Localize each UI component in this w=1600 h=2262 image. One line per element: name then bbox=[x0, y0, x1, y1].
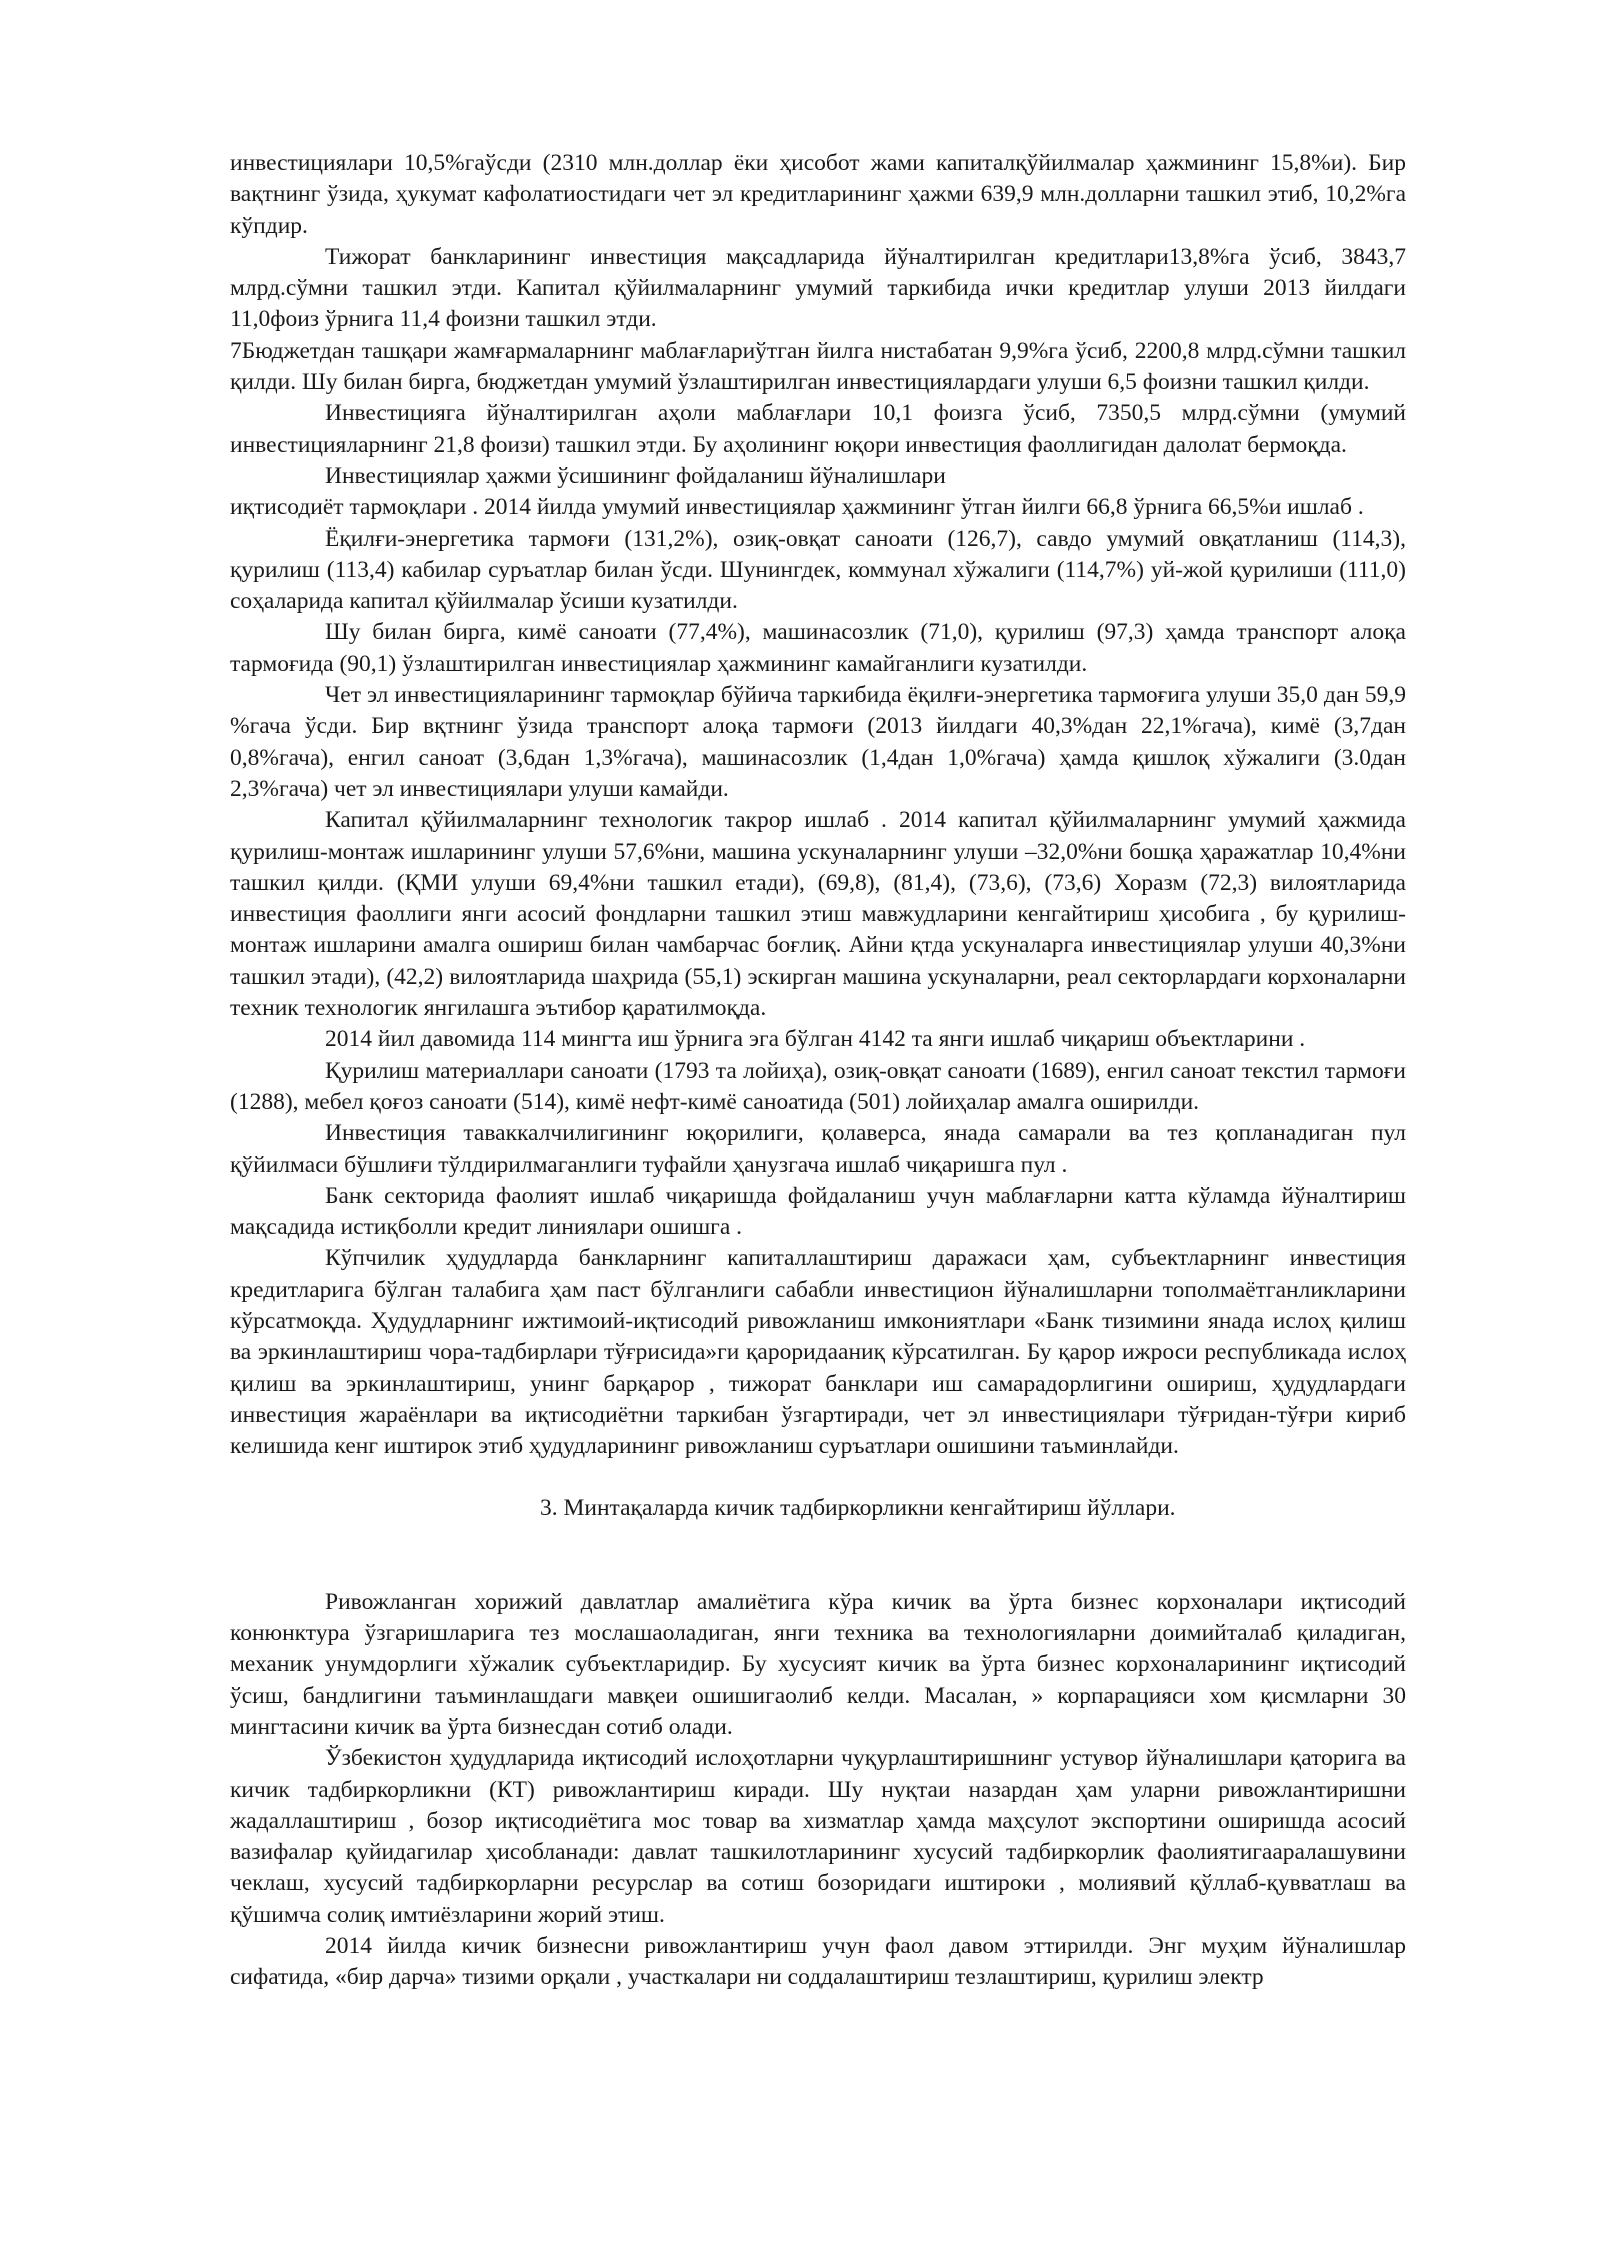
body-text-before-heading bbox=[230, 148, 1406, 1462]
paragraph: Кўпчилик ҳудудларда банкларнинг капиталлаштириш даражаси ҳам, субъектларнинг инвестиция кредитларига бўлган талабига ҳам паст бўлганлиги сабабли инвестицион йўналишларни тополмаётганликларини кўрсатмоқда. Ҳудудларнинг ижтимоий-иқтисодий ривожланиш имкониятлари «Банк тизимини янада ислоҳ қилиш ва эркинлаштириш чора-тадбирлари тўғрисида»ги қароридааниқ кўрсатилган. Бу қарор ижроси республикада ислоҳ қилиш ва эркинлаштириш, унинг барқарор , тижорат банклари иш самарадорлигини ошириш, ҳудудлардаги инвестиция жараёнлари ва иқтисодиётни таркибан ўзгартиради, чет эл инвестициялари тўғридан-тўғри кириб келишида кенг иштирок этиб ҳудудларининг ривожланиш суръатлари ошишини таъминлайди. bbox=[230, 1245, 1406, 1460]
section-heading: 3. Минтақаларда кичик тадбиркорликни кенгайтириш йўллари. bbox=[540, 1495, 1176, 1522]
paragraph: Капитал қўйилмаларнинг технологик такрор ишлаб . 2014 капитал қўйилмаларнинг умумий ҳажмида қурилиш-монтаж ишларининг улуши 57,6%ни, машина ускуналарнинг улуши –32,0%ни бошқа ҳаражатлар 10,4%ни ташкил қилди. (ҚМИ улуши 69,4%ни ташкил етади), (69,8), (81,4), (73,6), (73,6) Хоразм (72,3) вилоятларида инвестиция фаоллиги янги асосий фондларни ташкил этиш мавжудларини кенгайтириш ҳисобига , бу қурилиш-монтаж ишларини амалга ошириш билан чамбарчас боғлиқ. Айни қтда ускуналарга инвестициялар улуши 40,3%ни ташкил этади), (42,2) вилоятларида шаҳрида (55,1) эскирган машина ускуналарни, реал секторлардаги корхоналарни техник технологик янгилашга эътибор қаратилмоқда. bbox=[230, 807, 1406, 1022]
paragraph: 2014 йил давомида 114 мингта иш ўрнига эга бўлган 4142 та янги ишлаб чиқариш объектларини . bbox=[325, 1026, 1306, 1053]
paragraph: Инвестицияга йўналтирилган аҳоли маблағлари 10,1 фоизга ўсиб, 7350,5 млрд.сўмни (умумий инвестицияларнинг 21,8 фоизи) ташкил этди. Бу аҳолининг юқори инвестиция фаоллигидан далолат бермоқда. bbox=[230, 400, 1406, 458]
paragraph: 2014 йилда кичик бизнесни ривожлантириш учун фаол давом эттирилди. Энг муҳим йўналишлар сифатида, «бир дарча» тизими орқали , участкалари ни соддалаштириш тезлаштириш, қурилиш электр bbox=[230, 1933, 1406, 1991]
paragraph: Ўзбекистон ҳудудларида иқтисодий ислоҳотларни чуқурлаштиришнинг устувор йўналишлари қаторига ва кичик тадбиркорликни (КТ) ривожлантириш киради. Шу нуқтаи назардан ҳам уларни ривожлантиришни жадаллаштириш , бозор иқтисодиётига мос товар ва хизматлар ҳамда маҳсулот экспортини оширишда асосий вазифалар қуйидагилар ҳисобланади: давлат ташкилотларининг хусусий тадбиркорлик фаолиятигааралашувини чеклаш, хусусий тадбиркорларни ресурслар ва сотиш бозоридаги иштироки , молиявий қўллаб-қувватлаш ва қўшимча солиқ имтиёзларини жорий этиш. bbox=[230, 1745, 1406, 1928]
paragraph: инвестициялари 10,5%гаўсди (2310 млн.доллар ёки ҳисобот жами капиталқўйилмалар ҳажмининг 15,8%и). Бир вақтнинг ўзида, ҳукумат кафолатиостидаги чет эл кредитларининг ҳажми 639,9 млн.долларни ташкил этиб, 10,2%га кўпдир. bbox=[230, 150, 1406, 239]
paragraph: Инвестициялар ҳажми ўсишининг фойдаланиш йўналишлари bbox=[325, 462, 946, 489]
paragraph: Инвестиция таваккалчилигининг юқорилиги, қолаверса, янада самарали ва тез қопланадиган пул қўйилмаси бўшлиғи тўлдирилмаганлиги туфайли ҳанузгача ишлаб чиқаришга пул . bbox=[230, 1120, 1406, 1178]
paragraph: Ривожланган хорижий давлатлар амалиётига кўра кичик ва ўрта бизнес корхоналари иқтисодий конюнктура ўзгаришларига тез мослашаоладиган, янги техника ва технологияларни доимийталаб қиладиган, механик унумдорлиги хўжалик субъектларидир. Бу хусусият кичик ва ўрта бизнес корхоналарининг иқтисодий ўсиш, бандлигини таъминлашдаги мавқеи ошишигаолиб келди. Масалан, » корпарацияси хом қисмларни 30 мингтасини кичик ва ўрта бизнесдан сотиб олади. bbox=[230, 1588, 1406, 1740]
paragraph: 7Бюджетдан ташқари жамғармаларнинг маблағлариўтган йилга нистабатан 9,9%га ўсиб, 2200,8 млрд.сўмни ташкил қилди. Шу билан бирга, бюджетдан умумий ўзлаштирилган инвестициялардаги улуши 6,5 фоизни ташкил қилди. bbox=[230, 337, 1406, 396]
paragraph: Қурилиш материаллари саноати (1793 та лойиҳа), озиқ-овқат саноати (1689), енгил саноат текстил тармоғи (1288), мебел қоғоз саноати (514), кимё нефт-кимё саноатида (501) лойиҳалар амалга оширилди. bbox=[230, 1057, 1406, 1115]
paragraph: Ёқилғи-энергетика тармоғи (131,2%), озиқ-овқат саноати (126,7), савдо умумий овқатланиш (114,3), қурилиш (113,4) кабилар суръатлар билан ўсди. Шунингдек, коммунал хўжалиги (114,7%) уй-жой қурилиши (111,0) соҳаларида капитал қўйилмалар ўсиши кузатилди. bbox=[230, 525, 1406, 615]
body-text-after-heading bbox=[230, 1587, 1406, 1994]
paragraph: Тижорат банкларининг инвестиция мақсадларида йўналтирилган кредитлари13,8%га ўсиб, 3843,7 млрд.сўмни ташкил этди. Капитал қўйилмаларнинг умумий таркибида ички кредитлар улуши 2013 йилдаги 11,0фоиз ўрнига 11,4 фоизни ташкил этди. bbox=[230, 243, 1406, 333]
paragraph: Банк секторида фаолият ишлаб чиқаришда фойдаланиш учун маблағларни катта кўламда йўналтириш мақсадида истиқболли кредит линиялари ошишга . bbox=[230, 1182, 1406, 1241]
paragraph: иқтисодиёт тармоқлари . 2014 йилда умумий инвестициялар ҳажмининг ўтган йилги 66,8 ўрнига 66,5%и ишлаб . bbox=[230, 494, 1364, 521]
paragraph: Чет эл инвестицияларининг тармоқлар бўйича таркибида ёқилғи-энергетика тармоғига улуши 35,0 дан 59,9 %гача ўсди. Бир вқтнинг ўзида транспорт алоқа тармоғи (2013 йилдаги 40,3%дан 22,1%гача), кимё (3,7дан 0,8%гача), енгил саноат (3,6дан 1,3%гача), машинасозлик (1,4дан 1,0%гача) ҳамда қишлоқ хўжалиги (3.0дан 2,3%гача) чет эл инвестициялари улуши камайди. bbox=[230, 682, 1406, 802]
document-page bbox=[230, 148, 1406, 1994]
paragraph: Шу билан бирга, кимё саноати (77,4%), машинасозлик (71,0), қурилиш (97,3) ҳамда транспорт алоқа тармоғида (90,1) ўзлаштирилган инвестициялар ҳажмининг камайганлиги кузатилди. bbox=[230, 619, 1406, 677]
